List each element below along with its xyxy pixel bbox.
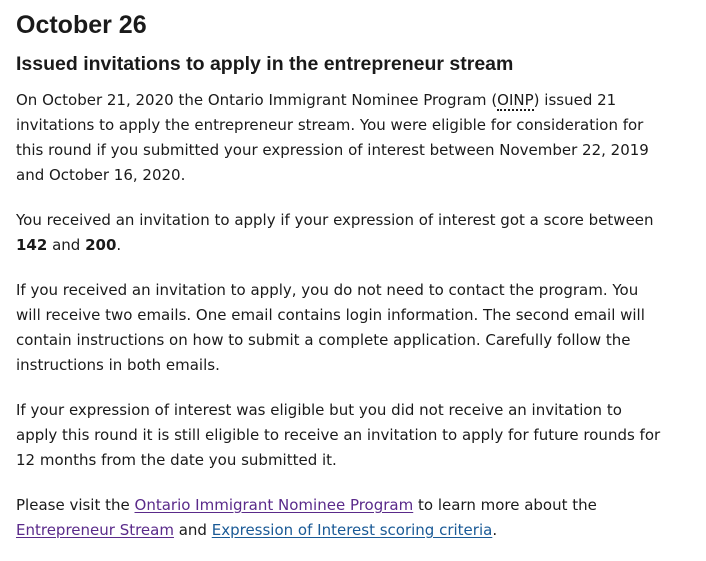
- text-fragment: ) issued 21: [533, 91, 617, 109]
- paragraph-line: You received an invitation to apply if your expression of interest got a score between: [16, 211, 654, 229]
- news-update-section: [16, 10, 696, 543]
- text-fragment: Please visit the: [16, 496, 135, 514]
- paragraph-line: [16, 493, 696, 518]
- score-min: 142: [16, 236, 48, 254]
- paragraph-invitations-issued: [16, 88, 696, 188]
- paragraph-line: apply this round it is still eligible to receive an invitation to apply for future rounds for: [16, 426, 661, 444]
- paragraph-line: contain instructions on how to submit a complete application. Carefully follow the: [16, 331, 631, 349]
- paragraph-score-range: [16, 208, 696, 258]
- text-fragment: and: [173, 521, 212, 539]
- paragraph-line: will receive two emails. One email contains login information. The second email will: [16, 306, 645, 324]
- paragraph-line: instructions in both emails.: [16, 356, 220, 374]
- update-subheading: Issued invitations to apply in the entrepreneur stream: [16, 53, 514, 75]
- text-fragment: and: [47, 236, 86, 254]
- date-heading: October 26: [16, 11, 147, 39]
- eoi-scoring-criteria-link[interactable]: Expression of Interest scoring criteria: [211, 521, 493, 539]
- paragraph-next-steps: [16, 278, 696, 378]
- paragraph-line: If your expression of interest was eligible but you did not receive an invitation to: [16, 401, 622, 419]
- paragraph-line: [16, 518, 696, 543]
- text-fragment: .: [492, 521, 498, 539]
- oinp-program-link[interactable]: Ontario Immigrant Nominee Program: [134, 496, 414, 514]
- score-max: 200: [85, 236, 117, 254]
- paragraph-line: and October 16, 2020.: [16, 166, 186, 184]
- paragraph-line: [16, 88, 696, 113]
- entrepreneur-stream-link[interactable]: Entrepreneur Stream: [16, 521, 174, 539]
- paragraph-line: 12 months from the date you submitted it.: [16, 451, 337, 469]
- paragraph-learn-more: [16, 493, 696, 543]
- paragraph-line: invitations to apply the entrepreneur stream. You were eligible for consideration for: [16, 116, 644, 134]
- paragraph-line: this round if you submitted your expression of interest between November 22, 2019: [16, 141, 649, 159]
- paragraph-future-rounds: [16, 398, 696, 473]
- paragraph-line: If you received an invitation to apply, you do not need to contact the program. You: [16, 281, 639, 299]
- text-fragment: On October 21, 2020 the Ontario Immigrant Nominee Program (: [16, 91, 498, 109]
- oinp-acronym[interactable]: OINP: [497, 91, 534, 109]
- paragraph-line: [16, 233, 696, 258]
- text-fragment: .: [116, 236, 122, 254]
- text-fragment: to learn more about the: [413, 496, 597, 514]
